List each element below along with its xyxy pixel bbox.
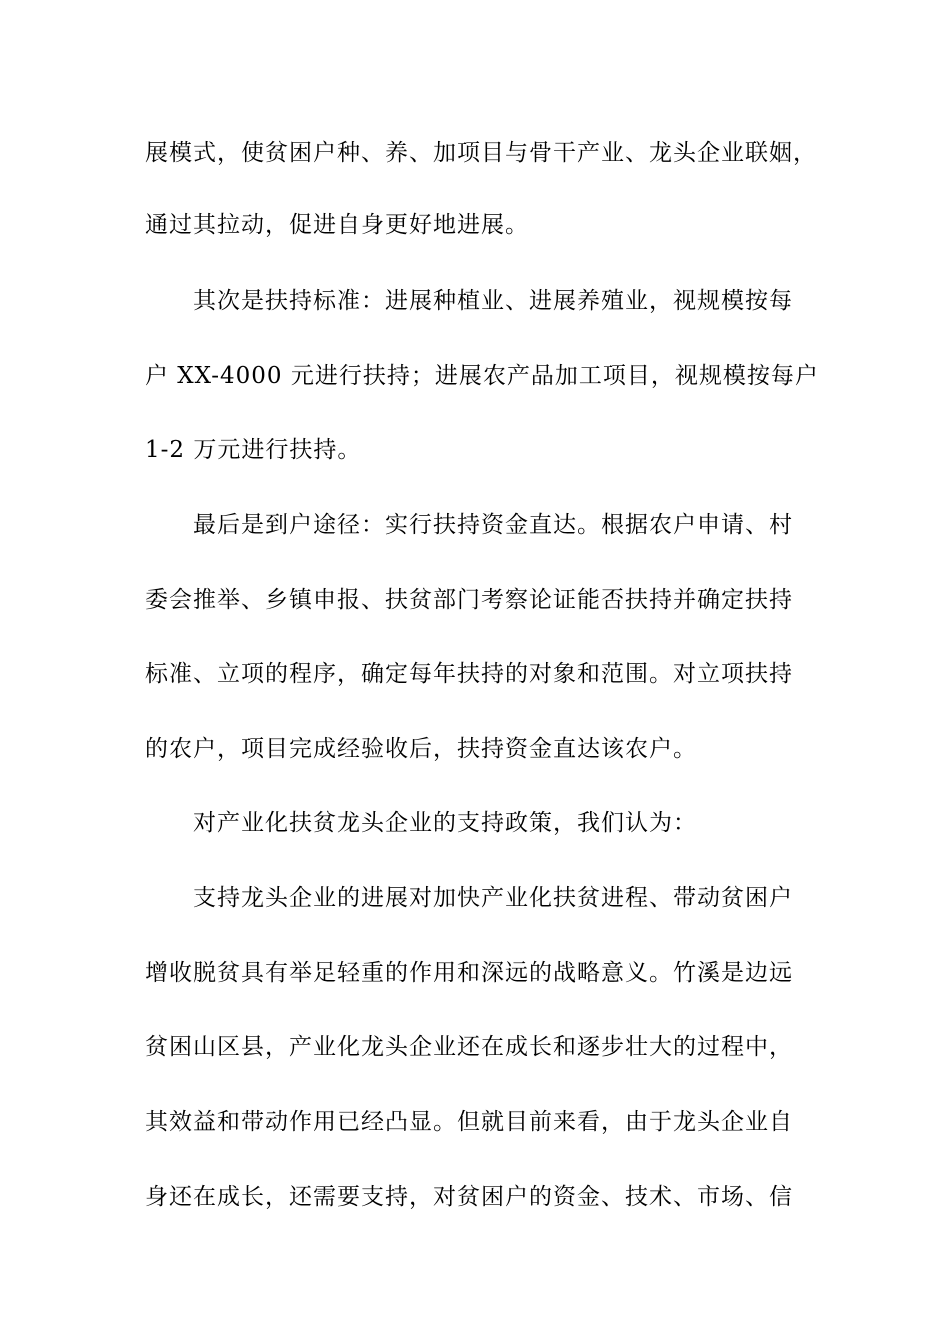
text-line: 对产业化扶贫龙头企业的支持政策，我们认为： xyxy=(193,810,697,836)
text-line: 其效益和带动作用已经凸显。但就目前来看，由于龙头企业自 xyxy=(145,1109,793,1135)
text-line: 身还在成长，还需要支持，对贫困户的资金、技术、市场、信 xyxy=(145,1184,793,1210)
text-line: 贫困山区县，产业化龙头企业还在成长和逐步壮大的过程中， xyxy=(145,1034,793,1060)
text-line: 的农户，项目完成经验收后，扶持资金直达该农户。 xyxy=(145,736,697,762)
text-line: 委会推举、乡镇申报、扶贫部门考察论证能否扶持并确定扶持 xyxy=(145,587,793,613)
text-line: 通过其拉动，促进自身更好地进展。 xyxy=(145,212,529,238)
text-line: 支持龙头企业的进展对加快产业化扶贫进程、带动贫困户 xyxy=(193,885,793,911)
text-line: 展模式，使贫困户种、养、加项目与骨干产业、龙头企业联姻， xyxy=(145,140,817,166)
text-line: 标准、立项的程序，确定每年扶持的对象和范围。对立项扶持 xyxy=(145,661,793,687)
text-line: 增收脱贫具有举足轻重的作用和深远的战略意义。竹溪是边远 xyxy=(145,960,793,986)
text-line: 1-2 万元进行扶持。 xyxy=(145,437,362,463)
text-line: 其次是扶持标准：进展种植业、进展养殖业，视规模按每 xyxy=(193,288,793,314)
text-line: 最后是到户途径：实行扶持资金直达。根据农户申请、村 xyxy=(193,512,793,538)
text-line: 户 XX-4000 元进行扶持；进展农产品加工项目，视规模按每户 xyxy=(145,363,819,389)
